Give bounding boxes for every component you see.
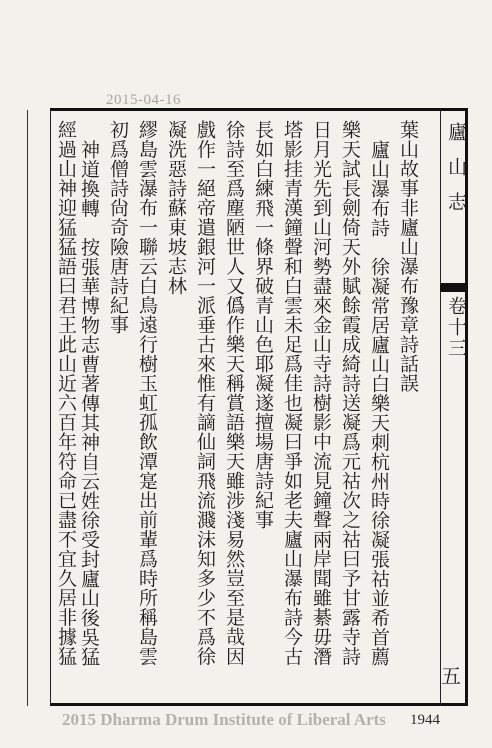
text-column: 日月光先到山河勢盡來金山寺詩樹影中流見鐘聲兩岸聞雖綦毋潛 [310,120,332,666]
text-column: 初爲僧詩尙奇險唐詩紀事 [107,120,129,335]
text-column: 塔影挂青漢鐘聲和白雲未足爲佳也凝曰爭如老夫廬山瀑布詩今古 [281,120,303,666]
watermark: 2015 Dharma Drum Institute of Liberal Arts [62,710,386,729]
text-column: 經過山神迎猛猛語曰君王此山近六百年符命已盡不宜久居非據猛 [55,120,77,666]
text-column: 廬山瀑布詩 徐凝常居廬山白樂天刺杭州時徐凝張祜並希首薦 [368,140,390,667]
text-column: 樂天試長劍倚天外賦餘霞成綺詩送凝爲元祜次之祜曰予甘露寺詩 [339,120,361,666]
text-column: 葉山故事非廬山瀑布豫章詩話誤 [397,120,419,393]
text-column: 長如白練飛一條界破青山色耶凝遂擅場唐詩紀事 [252,120,274,530]
page-number-stamp: 1944 [410,712,440,728]
date-stamp: 2015-04-16 [106,92,181,108]
page-edge-line [27,110,28,706]
text-column: 繆島雲瀑布一聯云白鳥遠行樹玉虹孤飲潭寔出前輩爲時所稱島雲 [136,120,158,666]
margin-volume: 卷十三 [445,296,467,359]
text-column: 凝洗惡詩蘇東坡志林 [165,120,187,296]
text-column: 徐詩至爲塵陋世人又僞作樂天稱賞語樂天雖涉淺易然豈至是哉因 [223,120,245,666]
fish-tail-mark [440,283,465,292]
margin-book-title: 廬山志 [445,122,467,227]
margin-folio-number: 五 [441,664,461,688]
text-column: 戲作一絕帝遣銀河一派垂古來惟有謫仙詞飛流濺沫知多少不爲徐 [194,120,216,666]
text-column: 神道換轉 按張華博物志曹著傳其神自云姓徐受封廬山後吳猛 [78,140,100,667]
